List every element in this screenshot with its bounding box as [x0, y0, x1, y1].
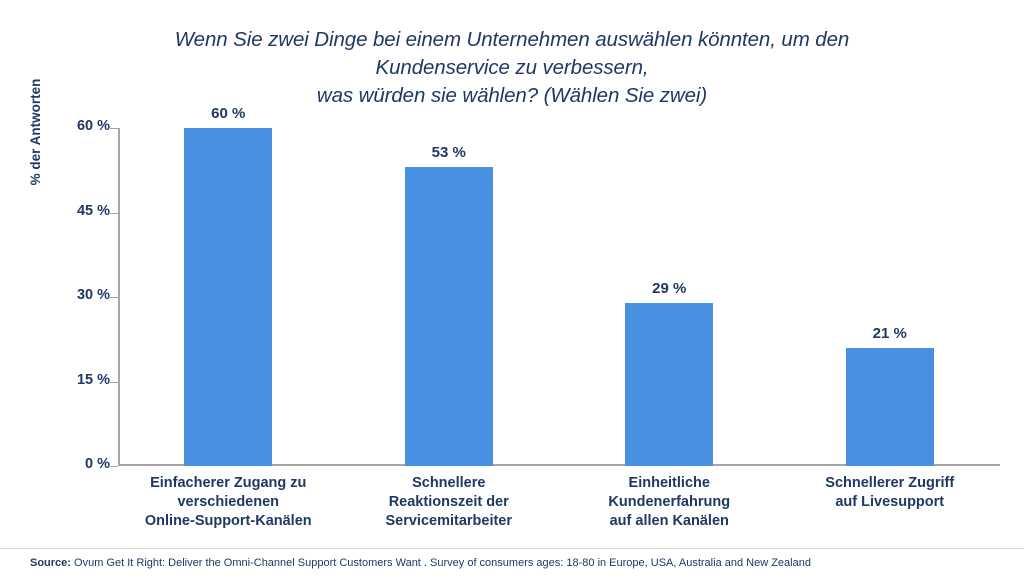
y-tick-label-0: 0 % — [85, 456, 110, 472]
table-row[interactable] — [405, 167, 493, 466]
y-axis-title: % der Antworten — [28, 78, 43, 186]
x-tick-label-3-line-1: Einheitliche — [628, 475, 710, 491]
x-tick-label-3-line-3: auf allen Kanälen — [609, 513, 729, 529]
y-tick-label-15: 15 % — [76, 371, 110, 388]
y-tick-label-30: 30 % — [76, 287, 110, 303]
y-tick-label-60: 60 % — [76, 118, 110, 134]
x-tick-label-2-line-3: Servicemitarbeiter — [385, 513, 513, 529]
y-tick-mark-45 — [110, 213, 118, 214]
footer-divider — [0, 548, 1024, 549]
x-tick-label-2 — [339, 474, 560, 531]
bar-slot-2 — [339, 128, 560, 466]
bar-value-4: 21 % — [872, 324, 907, 342]
x-axis-categories — [118, 474, 1000, 544]
bar-series — [118, 105, 1000, 466]
bar-slot-3 — [559, 128, 780, 466]
source-label: Source: — [30, 557, 71, 569]
table-row[interactable] — [625, 303, 713, 466]
x-tick-label-3 — [559, 474, 780, 531]
table-row[interactable] — [184, 128, 272, 466]
bar-value-2: 53 % — [431, 144, 466, 162]
chart-title-line-1: Wenn Sie zwei Dinge bei einem Unternehmen auswählen könnten, um den — [174, 28, 850, 51]
source-note — [30, 557, 811, 569]
y-tick-mark-30 — [110, 297, 118, 298]
x-tick-label-4-line-1: Schnellerer Zugriff — [825, 475, 955, 491]
x-tick-label-2-line-1: Schnellere — [412, 475, 486, 491]
x-tick-label-1-line-1: Einfacherer Zugang zu — [150, 475, 307, 491]
bar-value-1: 60 % — [211, 105, 246, 122]
chart-title-line-2: Kundenservice zu verbessern, — [375, 56, 649, 79]
x-tick-label-3-line-2: Kundenerfahrung — [608, 494, 731, 510]
bar-slot-1 — [118, 105, 339, 466]
x-tick-label-1 — [118, 474, 339, 531]
table-row[interactable] — [846, 348, 934, 466]
chart-title-line-3: was würden sie wählen? (Wählen Sie zwei) — [316, 84, 708, 107]
bar-value-3: 29 % — [652, 279, 687, 297]
source-text: Ovum Get It Right: Deliver the Omni-Channel Support Customers Want . Survey of consumers ages: 18-80 in Europe, USA, Australia and New Zealand — [74, 557, 811, 569]
plot-area — [76, 105, 1000, 472]
y-tick-mark-60 — [110, 128, 118, 129]
x-tick-label-2-line-2: Reaktionszeit der — [388, 494, 509, 510]
bar-slot-4 — [780, 128, 1001, 466]
y-tick-mark-15 — [110, 382, 118, 383]
x-tick-label-1-line-3: Online-Support-Kanälen — [144, 513, 312, 529]
x-tick-label-4-line-2: auf Livesupport — [835, 494, 945, 510]
y-tick-label-45: 45 % — [76, 202, 110, 219]
x-tick-label-4 — [780, 474, 1001, 512]
x-tick-label-1-line-2: verschiedenen — [177, 494, 280, 510]
y-tick-mark-0 — [110, 466, 118, 467]
